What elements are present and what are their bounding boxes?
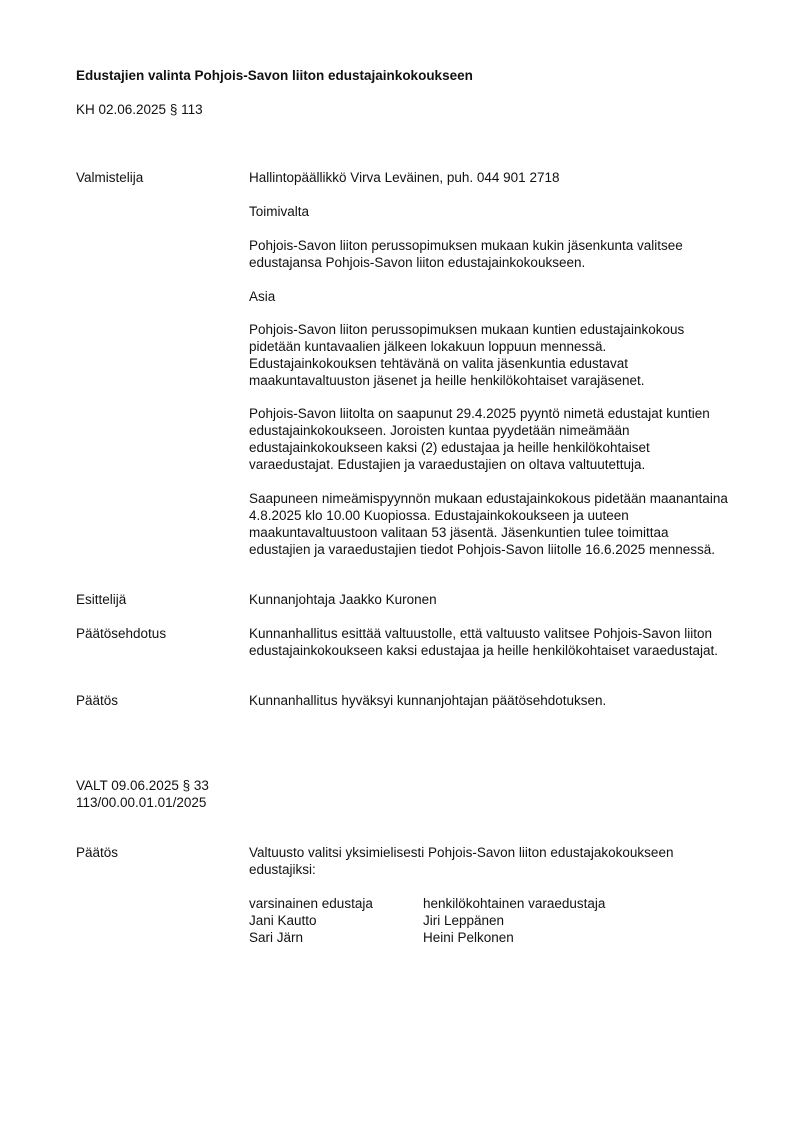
- asia-paragraph-3: Saapuneen nimeämispyynnön mukaan edustajainkokous pidetään maanantaina 4.8.2025 klo 10.00 Kuopiossa. Edustajainkokoukseen ja uuteen maakuntavaltuustoon valitaan 53 jäsentä. Jäsenkuntien tulee toimittaa edustajien ja varaedustajien tiedot Pohjois-Savon liitolle 16.6.2025 mennessä.: [249, 491, 728, 557]
- valmistelija-label: Valmistelija: [76, 170, 144, 185]
- asia-paragraph-1: Pohjois-Savon liiton perussopimuksen mukaan kuntien edustajainkokous pidetään kuntavaalien jälkeen lokakuun loppuun mennessä. Edustajainkokouksen tehtävänä on valita jäsenkuntia edustavat maakuntavaltuuston jäsenet ja heille henkilökohtaiset varajäsenet.: [249, 322, 685, 388]
- asia-paragraph-2: Pohjois-Savon liitolta on saapunut 29.4.2025 pyyntö nimetä edustajat kuntien edustajainkokoukseen. Joroisten kuntaa pyydetään nimeämään edustajainkokoukseen kaksi (2) edustajaa ja heille henkilökohtaiset varaedustajat. Edustajien ja varaedustajien on oltava valtuutettuja.: [249, 406, 710, 472]
- page-title: Edustajien valinta Pohjois-Savon liiton edustajainkokoukseen: [76, 68, 473, 83]
- deputy-name: Jiri Leppänen: [423, 913, 505, 928]
- kh-paatos-label: Päätös: [76, 693, 119, 708]
- asia-heading: Asia: [249, 289, 276, 304]
- paatosehdotus-label: Päätösehdotus: [76, 626, 167, 641]
- esittelija-label: Esittelijä: [76, 592, 127, 607]
- representative-name: Sari Järn: [249, 930, 304, 945]
- representative-name: Jani Kautto: [249, 913, 317, 928]
- esittelija-value: Kunnanjohtaja Jaakko Kuronen: [249, 592, 437, 607]
- toimivalta-text: Pohjois-Savon liiton perussopimuksen mukaan kukin jäsenkunta valitsee edustajansa Pohjois-Savon liiton edustajainkokoukseen.: [249, 238, 683, 270]
- paatosehdotus-value: Kunnanhallitus esittää valtuustolle, että valtuusto valitsee Pohjois-Savon liiton edustajainkokoukseen kaksi edustajaa ja heille henkilökohtaiset varaedustajat.: [249, 626, 719, 658]
- valt-paatos-label: Päätös: [76, 845, 119, 860]
- valt-meeting-reference: VALT 09.06.2025 § 33: [76, 778, 209, 793]
- kh-paatos-value: Kunnanhallitus hyväksyi kunnanjohtajan päätösehdotuksen.: [249, 693, 607, 708]
- valt-paatos-value: Valtuusto valitsi yksimielisesti Pohjois-Savon liiton edustajakokoukseen edustajiksi:: [249, 845, 674, 877]
- record-number: 113/00.00.01.01/2025: [76, 795, 207, 810]
- deputy-name: Heini Pelkonen: [423, 930, 514, 945]
- valmistelija-value: Hallintopäällikkö Virva Leväinen, puh. 044 901 2718: [249, 170, 560, 185]
- kh-meeting-reference: KH 02.06.2025 § 113: [76, 102, 203, 117]
- toimivalta-heading: Toimivalta: [249, 204, 310, 219]
- header-deputy: henkilökohtainen varaedustaja: [423, 896, 606, 911]
- header-representative: varsinainen edustaja: [249, 896, 373, 911]
